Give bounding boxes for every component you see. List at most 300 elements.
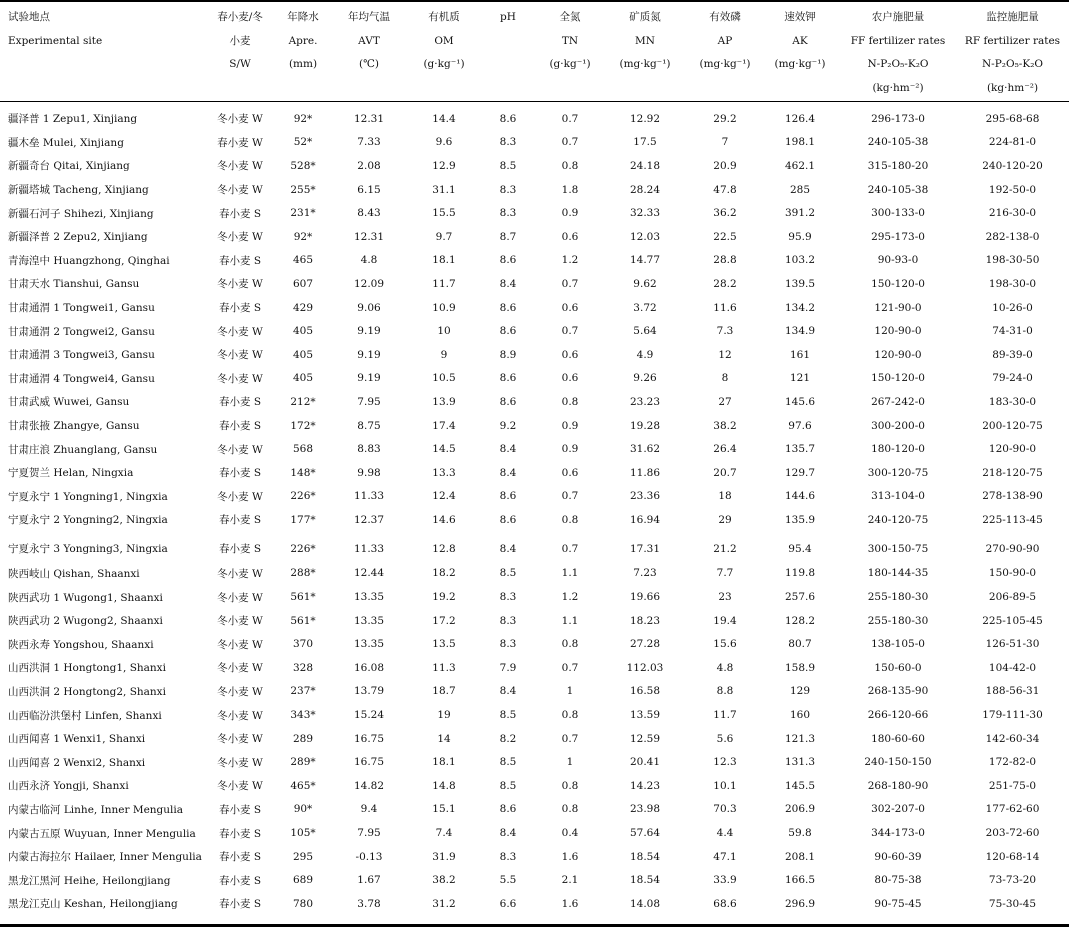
cell-ap: 7.7 bbox=[716, 567, 734, 580]
cell-crop: 冬小麦 W bbox=[217, 372, 263, 385]
cell-ph: 8.4 bbox=[499, 685, 517, 698]
cell-tn: 0.6 bbox=[561, 372, 579, 385]
cell-rf-rate: 216-30-0 bbox=[988, 207, 1037, 220]
table-row bbox=[0, 107, 1069, 131]
cell-tn: 1 bbox=[566, 756, 574, 769]
cell-ak: 462.1 bbox=[784, 159, 816, 172]
cell-ph: 8.3 bbox=[499, 850, 517, 863]
cell-ph: 8.6 bbox=[499, 325, 517, 338]
cell-crop: 春小麦 S bbox=[218, 898, 262, 911]
cell-crop: 春小麦 S bbox=[218, 803, 262, 816]
cell-ph: 8.6 bbox=[499, 112, 517, 125]
cell-site: 宁夏贺兰 Helan, Ningxia bbox=[8, 467, 134, 480]
cell-mn: 12.59 bbox=[629, 732, 661, 745]
cell-ap: 28.2 bbox=[713, 277, 737, 290]
cell-ak: 59.8 bbox=[788, 827, 812, 840]
data-table bbox=[0, 107, 1069, 916]
cell-crop: 冬小麦 W bbox=[217, 160, 263, 173]
cell-avt: 8.83 bbox=[357, 443, 381, 456]
table-row bbox=[0, 390, 1069, 414]
cell-ap: 7.3 bbox=[716, 325, 734, 338]
cell-avt: 4.8 bbox=[360, 254, 378, 267]
cell-om: 13.3 bbox=[432, 466, 456, 479]
cell-ap: 38.2 bbox=[713, 419, 737, 432]
cell-apre: 105* bbox=[290, 827, 316, 840]
cell-ak: 95.9 bbox=[788, 230, 812, 243]
cell-om: 12.4 bbox=[432, 490, 456, 503]
cell-site: 宁夏永宁 2 Yongning2, Ningxia bbox=[8, 514, 168, 527]
cell-avt: 16.08 bbox=[353, 661, 385, 674]
cell-tn: 0.7 bbox=[561, 136, 579, 149]
cell-avt: 13.35 bbox=[353, 591, 385, 604]
cell-rf-rate: 142-60-34 bbox=[985, 732, 1040, 745]
cell-apre: 90* bbox=[293, 803, 313, 816]
cell-om: 10.9 bbox=[432, 301, 456, 314]
cell-apre: 780 bbox=[292, 897, 314, 910]
cell-site: 新疆石河子 Shihezi, Xinjiang bbox=[8, 207, 154, 220]
cell-om: 18.1 bbox=[432, 254, 456, 267]
table-row bbox=[0, 414, 1069, 438]
cell-ap: 8.8 bbox=[716, 685, 734, 698]
cell-tn: 1.2 bbox=[561, 254, 579, 267]
table-row bbox=[0, 632, 1069, 656]
cell-tn: 1.6 bbox=[561, 850, 579, 863]
cell-crop: 春小麦 S bbox=[218, 543, 262, 556]
cell-rf-rate: 225-105-45 bbox=[982, 614, 1043, 627]
cell-om: 18.1 bbox=[432, 756, 456, 769]
cell-ph: 8.6 bbox=[499, 513, 517, 526]
cell-avt: 13.35 bbox=[353, 638, 385, 651]
cell-ph: 8.5 bbox=[499, 779, 517, 792]
cell-ff-rate: 240-150-150 bbox=[864, 756, 932, 769]
table-row bbox=[0, 727, 1069, 751]
cell-mn: 12.03 bbox=[629, 230, 661, 243]
cell-avt: 7.33 bbox=[357, 136, 381, 149]
cell-avt: 11.33 bbox=[353, 490, 385, 503]
cell-ak: 166.5 bbox=[784, 874, 816, 887]
table-row bbox=[0, 249, 1069, 273]
cell-ak: 131.3 bbox=[784, 756, 816, 769]
table-row bbox=[0, 367, 1069, 391]
cell-avt: 9.19 bbox=[357, 372, 381, 385]
cell-mn: 14.77 bbox=[629, 254, 661, 267]
cell-crop: 冬小麦 W bbox=[217, 638, 263, 651]
cell-tn: 0.7 bbox=[561, 732, 579, 745]
cell-rf-rate: 198-30-50 bbox=[985, 254, 1040, 267]
cell-avt: 9.06 bbox=[357, 301, 381, 314]
cell-rf-rate: 89-39-0 bbox=[992, 348, 1033, 361]
cell-mn: 14.23 bbox=[629, 779, 661, 792]
cell-ph: 8.2 bbox=[499, 732, 517, 745]
table-row bbox=[0, 562, 1069, 586]
cell-ff-rate: 302-207-0 bbox=[871, 803, 925, 816]
cell-apre: 465* bbox=[290, 779, 316, 792]
header-rf: 监控施肥量 RF fertilizer rates N-P₂O₅-K₂O (kg·hm⁻²) bbox=[964, 11, 1061, 94]
cell-om: 11.3 bbox=[432, 661, 456, 674]
cell-ap: 11.7 bbox=[713, 709, 737, 722]
table-row bbox=[0, 437, 1069, 461]
cell-tn: 0.8 bbox=[561, 395, 579, 408]
cell-ff-rate: 150-60-0 bbox=[874, 661, 922, 674]
cell-om: 19.2 bbox=[432, 591, 456, 604]
cell-om: 17.4 bbox=[432, 419, 456, 432]
cell-ph: 7.9 bbox=[499, 661, 517, 674]
cell-tn: 0.4 bbox=[561, 827, 579, 840]
cell-ap: 29.2 bbox=[713, 112, 737, 125]
cell-tn: 0.9 bbox=[561, 419, 579, 432]
cell-ph: 8.3 bbox=[499, 638, 517, 651]
cell-mn: 4.9 bbox=[636, 348, 654, 361]
cell-site: 甘肃通渭 1 Tongwei1, Gansu bbox=[8, 302, 155, 315]
cell-ff-rate: 266-120-66 bbox=[867, 709, 929, 722]
cell-avt: 3.78 bbox=[357, 897, 381, 910]
cell-rf-rate: 183-30-0 bbox=[988, 395, 1037, 408]
cell-om: 38.2 bbox=[432, 874, 456, 887]
cell-ff-rate: 300-200-0 bbox=[871, 419, 925, 432]
cell-om: 31.1 bbox=[432, 183, 456, 196]
cell-ph: 8.3 bbox=[499, 614, 517, 627]
table-row bbox=[0, 508, 1069, 532]
cell-site: 甘肃张掖 Zhangye, Gansu bbox=[8, 420, 140, 433]
cell-ak: 391.2 bbox=[784, 207, 816, 220]
table-row bbox=[0, 585, 1069, 609]
cell-ap: 5.6 bbox=[716, 732, 734, 745]
cell-mn: 23.98 bbox=[629, 803, 661, 816]
cell-ap: 70.3 bbox=[713, 803, 737, 816]
table-row bbox=[0, 131, 1069, 155]
cell-om: 12.9 bbox=[432, 159, 456, 172]
cell-crop: 冬小麦 W bbox=[217, 615, 263, 628]
cell-avt: 7.95 bbox=[357, 395, 381, 408]
cell-avt: 13.35 bbox=[353, 614, 385, 627]
cell-site: 山西闻喜 1 Wenxi1, Shanxi bbox=[8, 733, 146, 746]
cell-rf-rate: 270-90-90 bbox=[985, 542, 1040, 555]
cell-ff-rate: 300-120-75 bbox=[867, 466, 929, 479]
cell-ak: 161 bbox=[789, 348, 811, 361]
cell-ak: 158.9 bbox=[784, 661, 816, 674]
cell-om: 15.5 bbox=[432, 207, 456, 220]
cell-apre: 405 bbox=[292, 325, 314, 338]
cell-ff-rate: 121-90-0 bbox=[874, 301, 922, 314]
cell-ff-rate: 120-90-0 bbox=[874, 348, 922, 361]
cell-crop: 春小麦 S bbox=[218, 874, 262, 887]
header-site: 试验地点 Experimental site bbox=[8, 11, 103, 47]
cell-crop: 冬小麦 W bbox=[217, 780, 263, 793]
header-mn: 矿质氮 MN (mg·kg⁻¹) bbox=[619, 11, 671, 70]
table-row bbox=[0, 178, 1069, 202]
cell-apre: 561* bbox=[290, 614, 316, 627]
cell-ff-rate: 90-93-0 bbox=[877, 254, 919, 267]
cell-tn: 0.8 bbox=[561, 159, 579, 172]
cell-ff-rate: 267-242-0 bbox=[871, 395, 925, 408]
cell-ph: 8.5 bbox=[499, 756, 517, 769]
table-row bbox=[0, 656, 1069, 680]
cell-avt: 2.08 bbox=[357, 159, 381, 172]
cell-rf-rate: 79-24-0 bbox=[992, 372, 1033, 385]
cell-tn: 0.7 bbox=[561, 661, 579, 674]
cell-ff-rate: 300-133-0 bbox=[871, 207, 925, 220]
cell-apre: 343* bbox=[290, 709, 316, 722]
cell-apre: 295 bbox=[292, 850, 314, 863]
cell-crop: 冬小麦 W bbox=[217, 709, 263, 722]
cell-ak: 257.6 bbox=[784, 591, 816, 604]
cell-mn: 17.5 bbox=[633, 136, 657, 149]
cell-ak: 285 bbox=[789, 183, 811, 196]
cell-avt: 7.95 bbox=[357, 827, 381, 840]
cell-rf-rate: 10-26-0 bbox=[992, 301, 1033, 314]
cell-site: 山西临汾洪堡村 Linfen, Shanxi bbox=[8, 709, 162, 722]
cell-ff-rate: 240-105-38 bbox=[867, 136, 929, 149]
cell-ap: 23 bbox=[718, 591, 732, 604]
cell-rf-rate: 177-62-60 bbox=[985, 803, 1040, 816]
cell-ph: 8.7 bbox=[499, 230, 517, 243]
table-row bbox=[0, 485, 1069, 509]
cell-mn: 3.72 bbox=[633, 301, 657, 314]
cell-ap: 29 bbox=[718, 513, 732, 526]
cell-ap: 4.4 bbox=[716, 827, 734, 840]
cell-mn: 31.62 bbox=[629, 443, 661, 456]
cell-crop: 春小麦 S bbox=[218, 827, 262, 840]
cell-apre: 52* bbox=[293, 136, 313, 149]
cell-ph: 8.6 bbox=[499, 372, 517, 385]
table-row bbox=[0, 774, 1069, 798]
cell-tn: 0.6 bbox=[561, 230, 579, 243]
cell-rf-rate: 218-120-75 bbox=[982, 466, 1043, 479]
cell-ap: 4.8 bbox=[716, 661, 734, 674]
cell-ff-rate: 180-60-60 bbox=[871, 732, 925, 745]
cell-site: 陕西武功 1 Wugong1, Shaanxi bbox=[8, 591, 163, 604]
cell-mn: 112.03 bbox=[626, 661, 664, 674]
cell-site: 黑龙江克山 Keshan, Heilongjiang bbox=[8, 898, 178, 911]
cell-ff-rate: 180-144-35 bbox=[867, 567, 929, 580]
cell-ph: 8.4 bbox=[499, 542, 517, 555]
cell-ap: 47.8 bbox=[713, 183, 737, 196]
cell-ff-rate: 344-173-0 bbox=[871, 827, 925, 840]
cell-site: 疆泽普 1 Zepu1, Xinjiang bbox=[8, 113, 138, 126]
cell-ff-rate: 120-90-0 bbox=[874, 325, 922, 338]
cell-ph: 8.6 bbox=[499, 301, 517, 314]
cell-site: 山西洪洞 1 Hongtong1, Shanxi bbox=[8, 662, 166, 675]
cell-ff-rate: 295-173-0 bbox=[871, 230, 925, 243]
cell-ph: 8.6 bbox=[499, 395, 517, 408]
table-row bbox=[0, 798, 1069, 822]
cell-site: 甘肃通渭 2 Tongwei2, Gansu bbox=[8, 325, 155, 338]
cell-apre: 237* bbox=[290, 685, 316, 698]
header-ff: 农户施肥量 FF fertilizer rates N-P₂O₅-K₂O (kg·hm⁻²) bbox=[850, 11, 946, 94]
cell-ak: 103.2 bbox=[784, 254, 816, 267]
cell-mn: 9.26 bbox=[633, 372, 657, 385]
cell-om: 13.9 bbox=[432, 395, 456, 408]
cell-avt: 9.4 bbox=[360, 803, 378, 816]
cell-ap: 27 bbox=[718, 395, 732, 408]
cell-ak: 160 bbox=[789, 709, 811, 722]
cell-tn: 0.8 bbox=[561, 513, 579, 526]
header-apre: 年降水 Apre. (mm) bbox=[287, 11, 319, 70]
cell-ff-rate: 80-75-38 bbox=[874, 874, 922, 887]
cell-ff-rate: 255-180-30 bbox=[867, 614, 929, 627]
cell-rf-rate: 75-30-45 bbox=[988, 897, 1037, 910]
cell-site: 宁夏永宁 3 Yongning3, Ningxia bbox=[8, 543, 168, 556]
cell-rf-rate: 179-111-30 bbox=[982, 709, 1043, 722]
cell-ph: 8.3 bbox=[499, 591, 517, 604]
header-rule bbox=[0, 101, 1069, 102]
cell-site: 黑龙江黑河 Heihe, Heilongjiang bbox=[8, 874, 171, 887]
cell-om: 11.7 bbox=[432, 277, 456, 290]
header-tn: 全氮 TN (g·kg⁻¹) bbox=[549, 11, 591, 70]
cell-site: 青海湟中 Huangzhong, Qinghai bbox=[8, 254, 170, 267]
cell-ff-rate: 90-60-39 bbox=[874, 850, 922, 863]
cell-apre: 689 bbox=[292, 874, 314, 887]
cell-crop: 冬小麦 W bbox=[217, 278, 263, 291]
cell-ff-rate: 255-180-30 bbox=[867, 591, 929, 604]
cell-tn: 1.1 bbox=[561, 567, 579, 580]
cell-mn: 20.41 bbox=[629, 756, 661, 769]
cell-avt: 12.44 bbox=[353, 567, 385, 580]
table-body bbox=[0, 107, 1069, 916]
cell-tn: 0.6 bbox=[561, 301, 579, 314]
cell-tn: 0.6 bbox=[561, 348, 579, 361]
cell-mn: 13.59 bbox=[629, 709, 661, 722]
cell-tn: 0.7 bbox=[561, 112, 579, 125]
header-avt: 年均气温 AVT (℃) bbox=[348, 11, 390, 70]
cell-apre: 465 bbox=[292, 254, 314, 267]
cell-ff-rate: 313-104-0 bbox=[871, 490, 925, 503]
cell-om: 31.2 bbox=[432, 897, 456, 910]
cell-ap: 10.1 bbox=[713, 779, 737, 792]
cell-rf-rate: 295-68-68 bbox=[985, 112, 1040, 125]
cell-ak: 206.9 bbox=[784, 803, 816, 816]
cell-ff-rate: 268-180-90 bbox=[867, 779, 929, 792]
cell-tn: 0.8 bbox=[561, 638, 579, 651]
cell-tn: 0.7 bbox=[561, 325, 579, 338]
cell-site: 内蒙古五原 Wuyuan, Inner Mengulia bbox=[8, 827, 196, 840]
cell-om: 31.9 bbox=[432, 850, 456, 863]
cell-site: 山西闻喜 2 Wenxi2, Shanxi bbox=[8, 756, 146, 769]
cell-mn: 16.58 bbox=[629, 685, 661, 698]
cell-avt: 14.82 bbox=[353, 779, 385, 792]
cell-rf-rate: 198-30-0 bbox=[988, 277, 1037, 290]
cell-rf-rate: 240-120-20 bbox=[982, 159, 1043, 172]
cell-site: 新疆泽普 2 Zepu2, Xinjiang bbox=[8, 231, 148, 244]
cell-mn: 23.23 bbox=[629, 395, 661, 408]
cell-ap: 20.7 bbox=[713, 466, 737, 479]
cell-site: 甘肃通渭 4 Tongwei4, Gansu bbox=[8, 372, 155, 385]
cell-ak: 119.8 bbox=[784, 567, 816, 580]
cell-site: 甘肃通渭 3 Tongwei3, Gansu bbox=[8, 349, 155, 362]
cell-ff-rate: 180-120-0 bbox=[871, 443, 925, 456]
cell-tn: 1.1 bbox=[561, 614, 579, 627]
bottom-rule bbox=[0, 924, 1069, 927]
table-row bbox=[0, 201, 1069, 225]
cell-apre: 92* bbox=[293, 112, 313, 125]
cell-crop: 春小麦 W bbox=[217, 136, 263, 149]
cell-tn: 0.7 bbox=[561, 277, 579, 290]
cell-ff-rate: 240-120-75 bbox=[867, 513, 929, 526]
cell-tn: 0.6 bbox=[561, 466, 579, 479]
cell-rf-rate: 282-138-0 bbox=[985, 230, 1040, 243]
cell-ap: 47.1 bbox=[713, 850, 737, 863]
cell-om: 9.7 bbox=[435, 230, 453, 243]
cell-avt: 16.75 bbox=[353, 732, 385, 745]
cell-apre: 289 bbox=[292, 732, 314, 745]
cell-crop: 春小麦 S bbox=[218, 467, 262, 480]
cell-crop: 冬小麦 W bbox=[217, 685, 263, 698]
cell-mn: 28.24 bbox=[629, 183, 661, 196]
cell-site: 山西洪洞 2 Hongtong2, Shanxi bbox=[8, 685, 166, 698]
cell-ph: 6.6 bbox=[499, 897, 517, 910]
header-ph: pH bbox=[500, 11, 516, 23]
cell-ak: 121.3 bbox=[784, 732, 816, 745]
cell-apre: 288* bbox=[290, 567, 316, 580]
cell-om: 14.8 bbox=[432, 779, 456, 792]
cell-crop: 冬小麦 W bbox=[217, 756, 263, 769]
top-rule bbox=[0, 0, 1069, 2]
cell-mn: 23.36 bbox=[629, 490, 661, 503]
cell-apre: 289* bbox=[290, 756, 316, 769]
cell-ak: 134.9 bbox=[784, 325, 816, 338]
cell-ak: 128.2 bbox=[784, 614, 816, 627]
cell-avt: 1.67 bbox=[357, 874, 381, 887]
cell-apre: 370 bbox=[292, 638, 314, 651]
cell-ak: 139.5 bbox=[784, 277, 816, 290]
cell-rf-rate: 74-31-0 bbox=[992, 325, 1033, 338]
cell-avt: 8.75 bbox=[357, 419, 381, 432]
cell-ap: 18 bbox=[718, 490, 732, 503]
cell-mn: 18.54 bbox=[629, 874, 661, 887]
cell-mn: 7.23 bbox=[633, 567, 657, 580]
cell-crop: 冬小麦 W bbox=[217, 113, 263, 126]
cell-avt: 12.31 bbox=[353, 112, 385, 125]
cell-avt: 8.43 bbox=[357, 207, 381, 220]
cell-om: 9 bbox=[440, 348, 448, 361]
header-ap: 有效磷 AP (mg·kg⁻¹) bbox=[699, 11, 751, 70]
cell-mn: 18.54 bbox=[629, 850, 661, 863]
cell-ff-rate: 150-120-0 bbox=[871, 372, 925, 385]
cell-ph: 9.2 bbox=[499, 419, 517, 432]
cell-mn: 16.94 bbox=[629, 513, 661, 526]
cell-avt: 16.75 bbox=[353, 756, 385, 769]
cell-ff-rate: 150-120-0 bbox=[871, 277, 925, 290]
cell-om: 14.4 bbox=[432, 112, 456, 125]
cell-ff-rate: 90-75-45 bbox=[874, 897, 922, 910]
cell-om: 14 bbox=[437, 732, 451, 745]
cell-rf-rate: 104-42-0 bbox=[988, 661, 1037, 674]
cell-avt: 15.24 bbox=[353, 709, 385, 722]
cell-ff-rate: 138-105-0 bbox=[871, 638, 925, 651]
cell-mn: 32.33 bbox=[629, 207, 661, 220]
cell-ph: 8.5 bbox=[499, 159, 517, 172]
cell-tn: 0.8 bbox=[561, 779, 579, 792]
cell-rf-rate: 203-72-60 bbox=[985, 827, 1040, 840]
cell-rf-rate: 251-75-0 bbox=[988, 779, 1037, 792]
cell-crop: 冬小麦 W bbox=[217, 231, 263, 244]
cell-mn: 19.28 bbox=[629, 419, 661, 432]
cell-tn: 1.6 bbox=[561, 897, 579, 910]
cell-ff-rate: 240-105-38 bbox=[867, 183, 929, 196]
cell-ak: 145.5 bbox=[784, 779, 816, 792]
cell-om: 18.2 bbox=[432, 567, 456, 580]
table-row bbox=[0, 845, 1069, 869]
cell-ap: 8 bbox=[721, 372, 729, 385]
cell-ap: 12 bbox=[718, 348, 732, 361]
cell-ap: 22.5 bbox=[713, 230, 737, 243]
cell-tn: 1 bbox=[566, 685, 574, 698]
cell-apre: 528* bbox=[290, 159, 316, 172]
cell-om: 15.1 bbox=[432, 803, 456, 816]
table-row bbox=[0, 343, 1069, 367]
cell-mn: 57.64 bbox=[629, 827, 661, 840]
cell-apre: 405 bbox=[292, 372, 314, 385]
